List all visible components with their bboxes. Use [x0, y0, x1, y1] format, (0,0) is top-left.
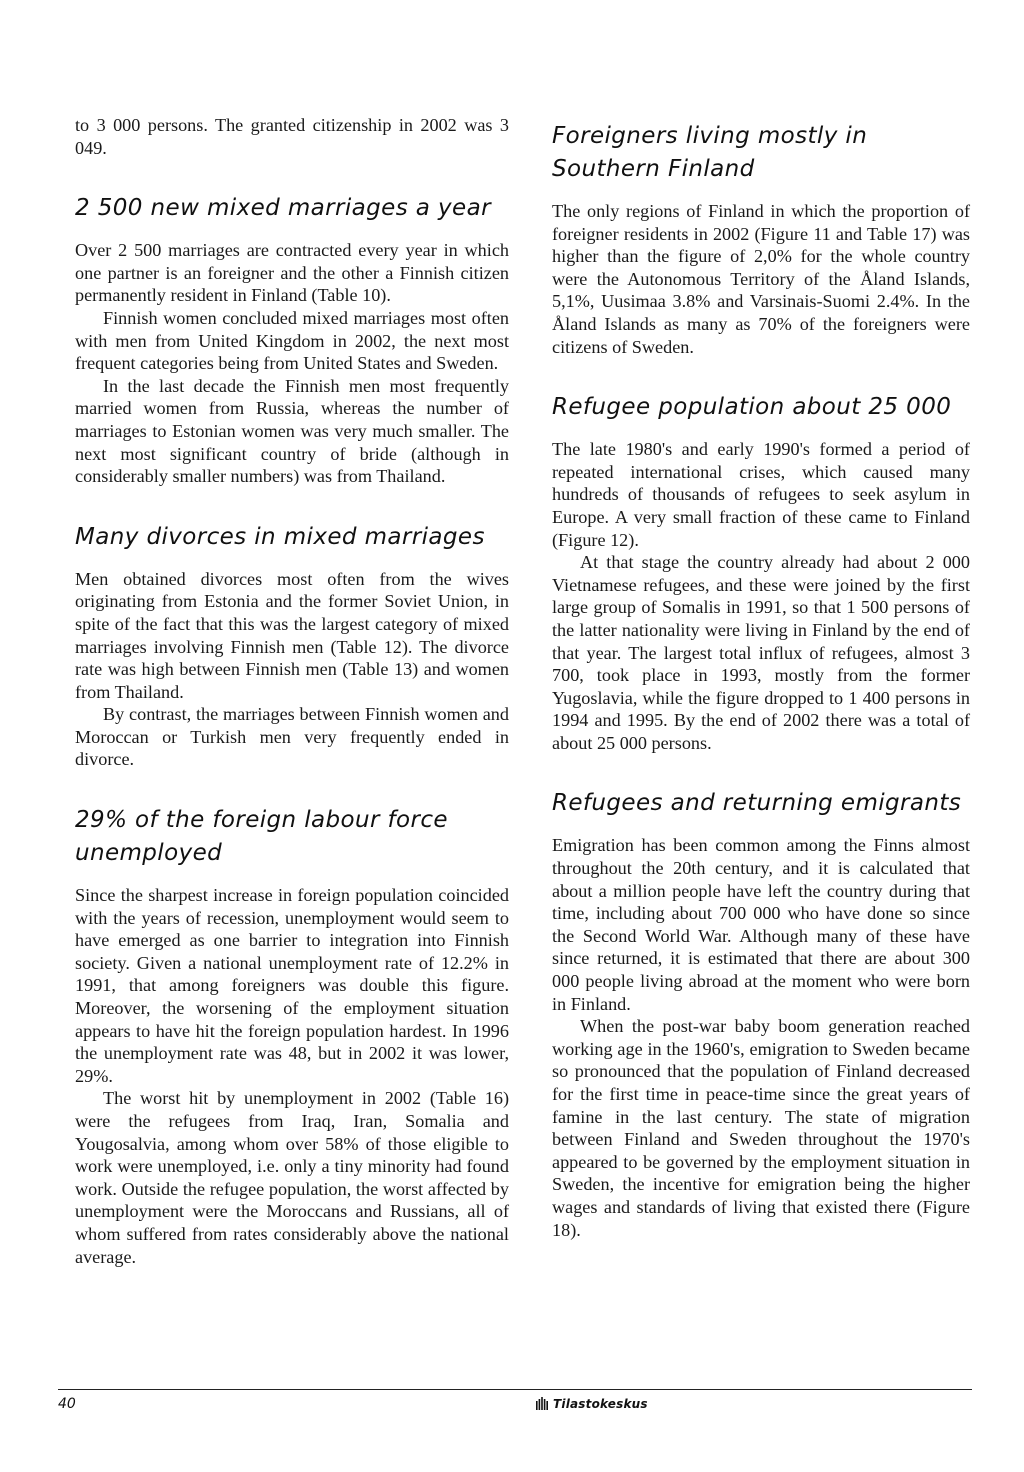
section-heading: Refugee population about 25 000: [552, 394, 952, 421]
tilastokeskus-logo-icon: [535, 1397, 549, 1411]
body-paragraph: Over 2 500 marriages are contracted every year in which one partner is an foreigner and the other a Finnish citizen permanently resident in Finland (Table 10).: [75, 240, 509, 306]
footer-divider: [58, 1389, 972, 1390]
section-heading: Many divorces in mixed marriages: [75, 523, 485, 550]
body-paragraph: The only regions of Finland in which the proportion of foreigner residents in 2002 (Figure 11 and Table 17) was higher than the figure of 2,0% for the whole country were the Autonomous Territory of the Åland Islands, 5,1%, Uusimaa 3.8% and Varsinais-Suomi 2.4%. In the Åland Islands as many as 70% of the foreigners were citizens of Sweden.: [552, 201, 970, 357]
body-paragraph: In the last decade the Finnish men most frequently married women from Russia, whereas the number of marriages to Estonian women was very much smaller. The next most significant country of bride (although in considerably smaller numbers) was from Thailand.: [75, 375, 509, 487]
body-paragraph: Since the sharpest increase in foreign population coincided with the years of recession, unemployment would seem to have emerged as one barrier to integration into Finnish society. Given a national unemployment rate of 12.2% in 1991, that among foreigners was double this figure. Moreover, the worsening of the employment situation appears to have hit the foreign population hardest. In 1996 the unemployment rate was 48, but in 2002 it was lower, 29%.: [75, 885, 509, 1086]
footer-brand: [535, 1397, 648, 1411]
body-paragraph: At that stage the country already had about 2 000 Vietnamese refugees, and these were joined by the first large group of Somalis in 1991, so that 1 500 persons of the latter nationality were living in Finland by the end of that year. The largest total influx of refugees, almost 3 700, took place in 1993, mostly from the former Yugoslavia, while the figure dropped to 1 400 persons in 1994 and 1995. By the end of 2002 there was a total of about 25 000 persons.: [552, 552, 970, 753]
right-column: [552, 120, 970, 1241]
left-column: [75, 114, 509, 1268]
body-paragraph: Emigration has been common among the Finns almost throughout the 20th century, and it is calculated that about a million people have left the country during that time, including about 700 000 who have done so since the Second World War. Although many of these have since returned, it is estimated that there are about 300 000 people living abroad at the moment who were born in Finland.: [552, 835, 970, 1014]
body-paragraph: The late 1980's and early 1990's formed a period of repeated international crises, which caused many hundreds of thousands of refugees to seek asylum in Europe. A very small fraction of these came to Finland (Figure 12).: [552, 439, 970, 550]
section-heading: 29% of the foreign labour force unemployed: [75, 807, 448, 867]
body-paragraph: Men obtained divorces most often from the wives originating from Estonia and the former Soviet Union, in spite of the fact that this was the largest category of mixed marriages involving Finnish men (Table 12). The divorce rate was high between Finnish men (Table 13) and women from Thailand.: [75, 568, 509, 702]
brand-name: Tilastokeskus: [553, 1397, 648, 1411]
body-paragraph: By contrast, the marriages between Finnish women and Moroccan or Turkish men very frequently ended in divorce.: [75, 704, 509, 770]
body-paragraph: The worst hit by unemployment in 2002 (Table 16) were the refugees from Iraq, Iran, Somalia and Yougosalvia, among whom over 58% of those eligible to work were unemployed, i.e. only a tiny minority had found work. Outside the refugee population, the worst affected by unemployment were the Moroccans and Russians, all of whom suffered from rates considerably above the national average.: [75, 1088, 509, 1267]
section-heading: Foreigners living mostly in Southern Finland: [552, 123, 868, 182]
section-heading: Refugees and returning emigrants: [552, 790, 962, 817]
page-number: 40: [58, 1396, 76, 1412]
section-heading: 2 500 new mixed marriages a year: [75, 195, 491, 222]
body-paragraph: Finnish women concluded mixed marriages most often with men from United Kingdom in 2002, the next most frequent categories being from United States and Sweden.: [75, 307, 509, 374]
body-paragraph: When the post-war baby boom generation reached working age in the 1960's, emigration to Sweden became so pronounced that the population of Finland decreased for the first time in peace-time since the great years of famine in the last century. The state of migration between Finland and Sweden throughout the 1970's appeared to be governed by the employment situation in Sweden, the incentive for emigration being the higher wages and standards of living that existed there (Figure 18).: [552, 1016, 970, 1240]
body-paragraph: to 3 000 persons. The granted citizenship in 2002 was 3 049.: [75, 115, 509, 158]
